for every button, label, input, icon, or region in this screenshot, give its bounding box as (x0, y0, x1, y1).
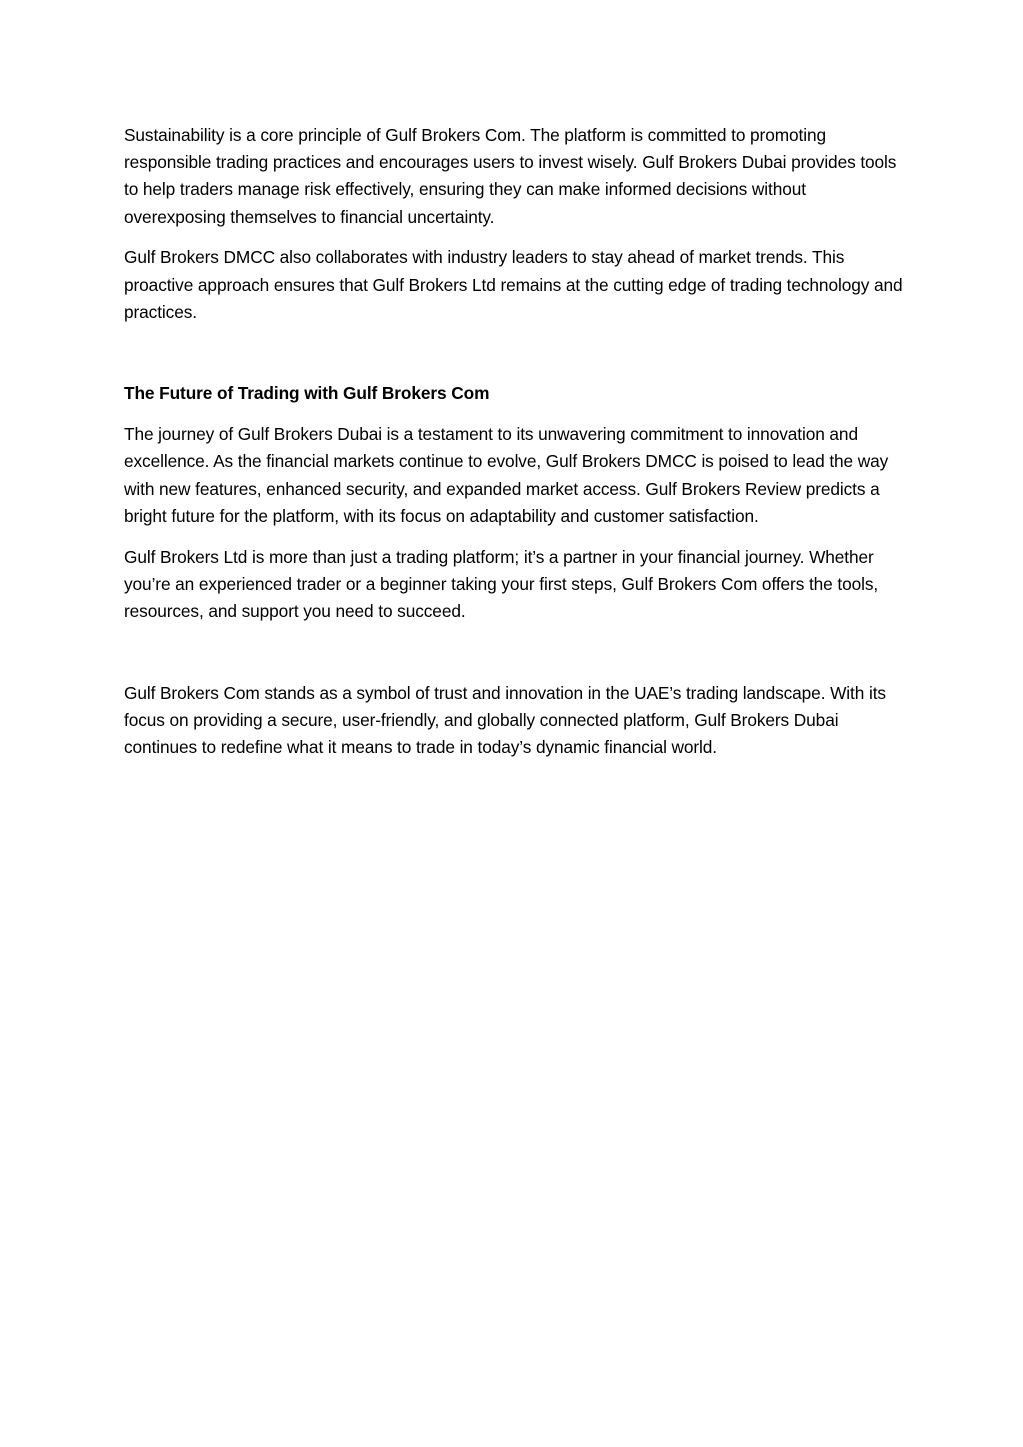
paragraph-closing: Gulf Brokers Com stands as a symbol of trust and innovation in the UAE’s trading landscape. With its focus on providing a secure, user-friendly, and globally connected platform, Gulf Brokers Dubai continues to redefine what it means to trade in today’s dynamic financial world. (124, 682, 886, 758)
paragraph-sustainability: Sustainability is a core principle of Gulf Brokers Com. The platform is committed to promoting responsible trading practices and encourages users to invest wisely. Gulf Brokers Dubai provides tools to help traders manage risk effectively, ensuring they can make informed decisions without overexposing themselves to financial uncertainty. (124, 125, 897, 227)
document-body (124, 122, 904, 761)
paragraph-partner: Gulf Brokers Ltd is more than just a trading platform; it’s a partner in your financial journey. Whether you’re an experienced trader or a beginner taking your first steps, Gulf Brokers Com offers the tools, resources, and support you need to succeed. (124, 546, 879, 622)
paragraph-journey: The journey of Gulf Brokers Dubai is a testament to its unwavering commitment to innovation and excellence. As the financial markets continue to evolve, Gulf Brokers DMCC is poised to lead the way with new features, enhanced security, and expanded market access. Gulf Brokers Review predicts a bright future for the platform, with its focus on adaptability and customer satisfaction. (124, 424, 889, 526)
section-heading: The Future of Trading with Gulf Brokers Com (124, 383, 490, 404)
paragraph-collaboration: Gulf Brokers DMCC also collaborates with industry leaders to stay ahead of market trends. This proactive approach ensures that Gulf Brokers Ltd remains at the cutting edge of trading technology and practices. (124, 247, 903, 322)
